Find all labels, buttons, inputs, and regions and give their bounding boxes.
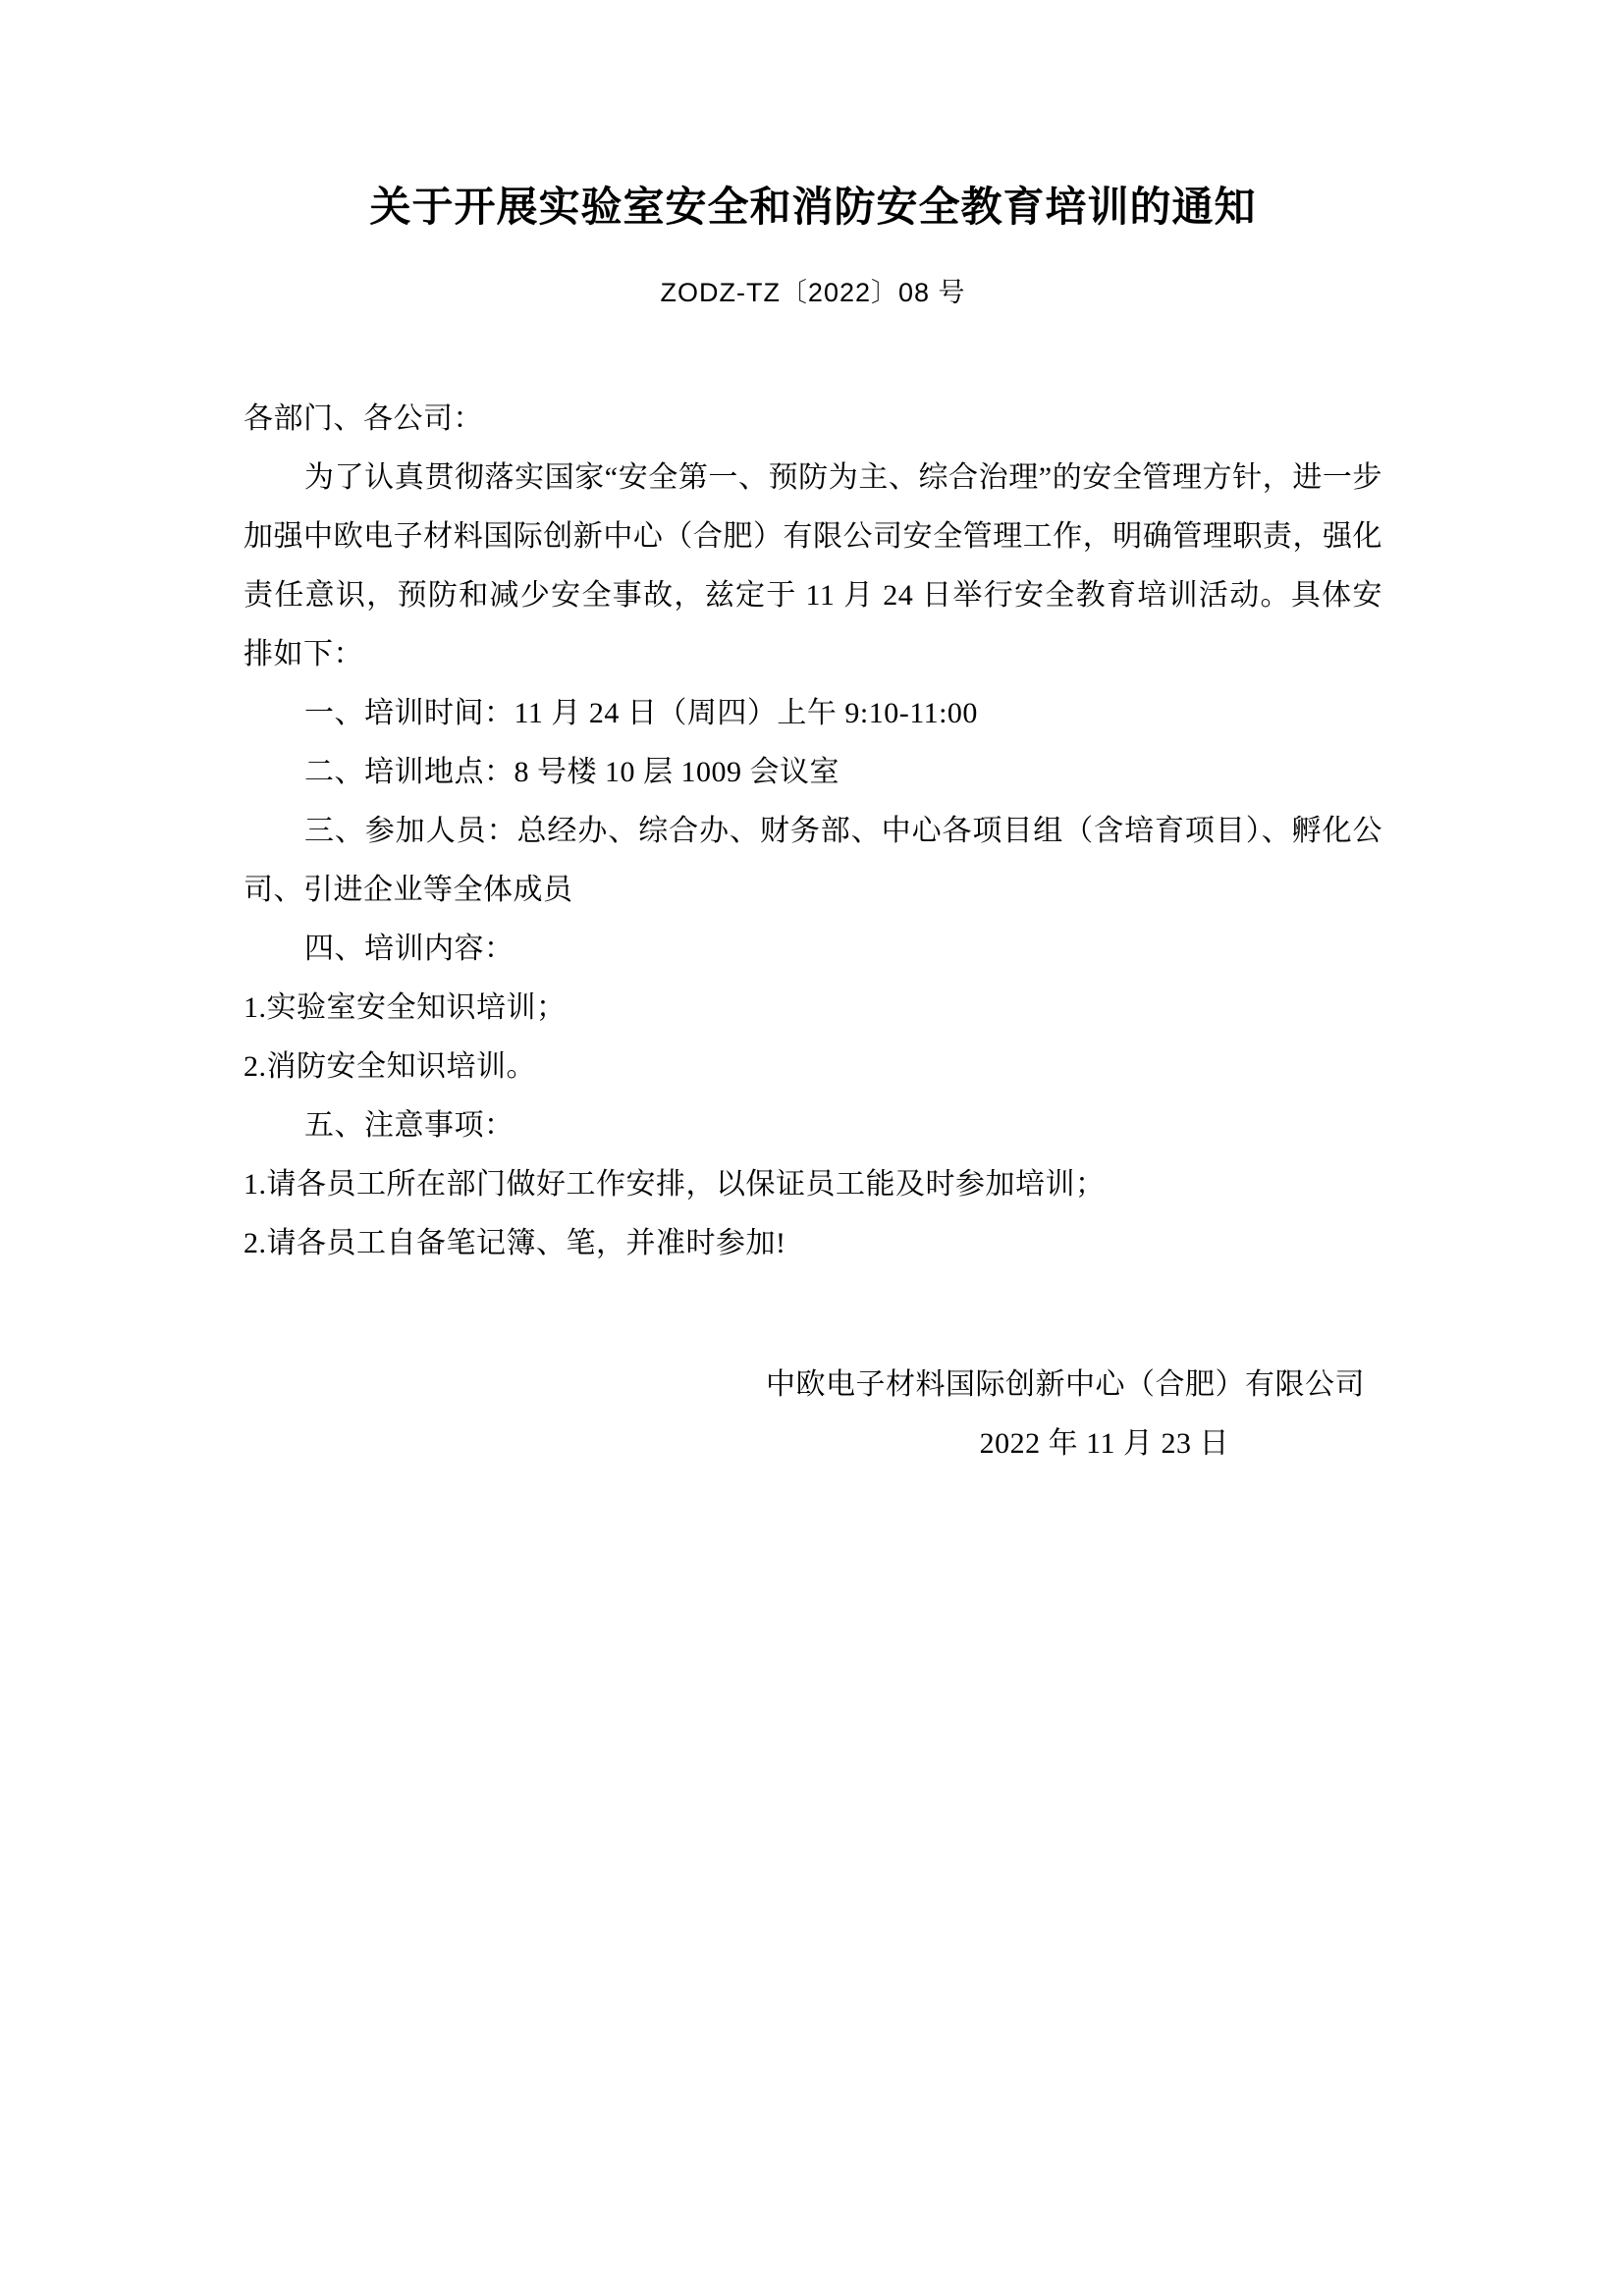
paragraph-training-location: 二、培训地点：8 号楼 10 层 1009 会议室 — [304, 755, 839, 788]
paragraph-intro: 为了认真贯彻落实国家“安全第一、预防为主、综合治理”的安全管理方针，进一步加强中欧电子材料国际创新中心（合肥）有限公司安全管理工作，明确管理职责，强化责任意识，预防和减少安全事故，兹定于 11 月 24 日举行安全教育培训活动。具体安排如下： — [244, 460, 1382, 670]
document-content — [244, 309, 1382, 1273]
salutation: 各部门、各公司： — [244, 401, 483, 435]
paragraph-note-item-2: 2.请各员工自备笔记簿、笔，并准时参加! — [244, 1226, 786, 1259]
signature-block — [244, 1273, 1382, 1473]
paragraph-note-item-1: 1.请各员工所在部门做好工作安排，以保证员工能及时参加培训； — [244, 1167, 1106, 1201]
paragraph-notes-heading: 五、注意事项： — [304, 1108, 514, 1142]
paragraph-content-item-2: 2.消防安全知识培训。 — [244, 1049, 536, 1083]
paragraph-training-content-heading: 四、培训内容： — [304, 932, 514, 965]
paragraph-training-time: 一、培训时间：11 月 24 日（周四）上午 9:10-11:00 — [304, 696, 978, 729]
paragraph-content-item-1: 1.实验室安全知识培训； — [244, 990, 567, 1024]
signature-organization: 中欧电子材料国际创新中心（合肥）有限公司 — [766, 1367, 1365, 1401]
signature-date: 2022 年 11 月 23 日 — [979, 1426, 1229, 1460]
document-number: ZODZ-TZ〔2022〕08 号 — [660, 277, 966, 307]
page-title: 关于开展实验室安全和消防安全教育培训的通知 — [369, 184, 1257, 230]
document-body — [244, 0, 1382, 1473]
paragraph-participants: 三、参加人员：总经办、综合办、财务部、中心各项目组（含培育项目）、孵化公司、引进企业等全体成员 — [244, 814, 1382, 906]
